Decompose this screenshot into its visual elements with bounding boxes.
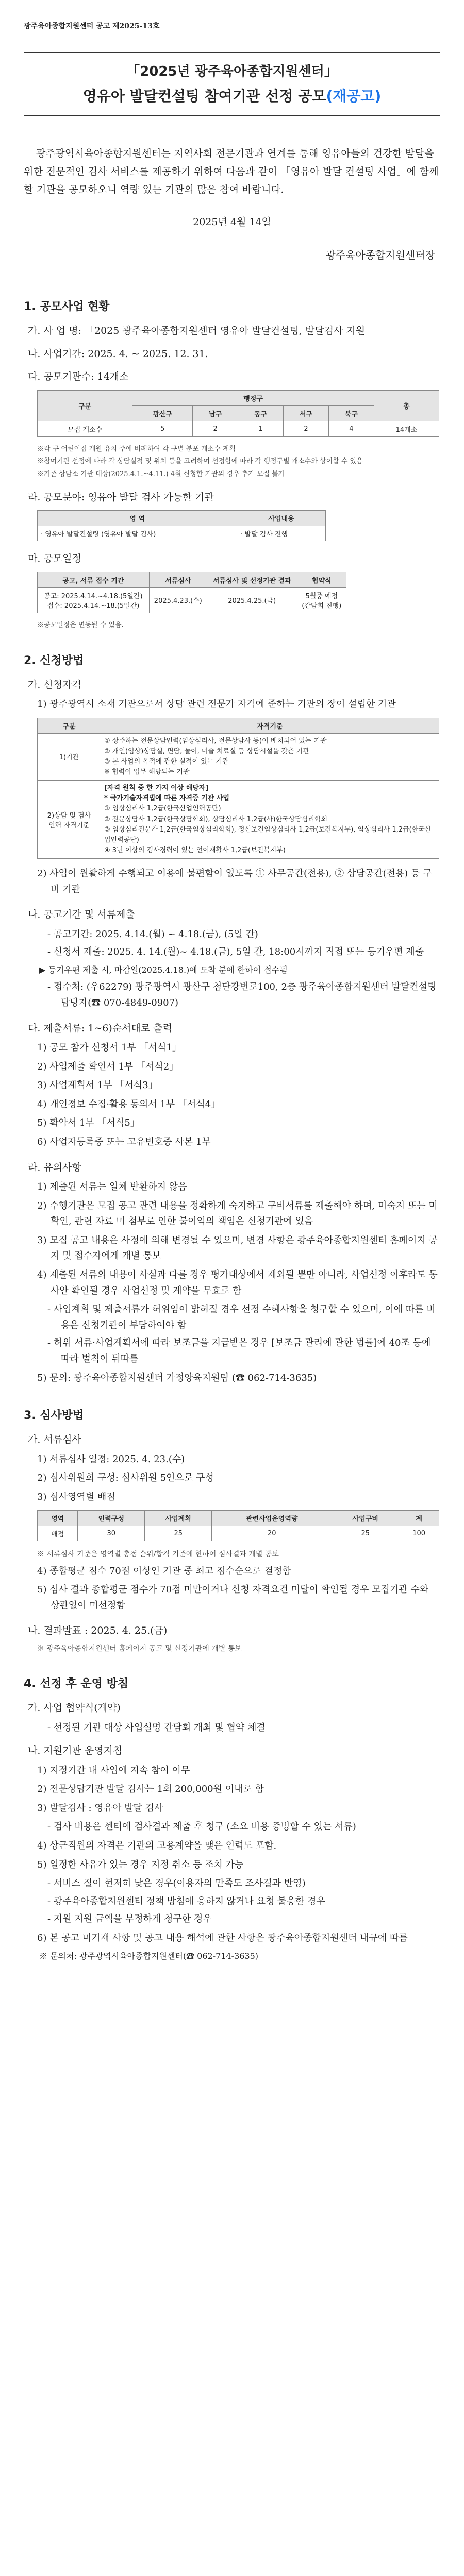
s3-ga-5: 5) 심사 결과 종합평균 점수가 70점 미만이거나 신청 자격요건 미달이 확인될 경우 모집기관 수와 상관없이 미선정함 [37,1584,429,1611]
th-content: 사업내용 [237,511,326,526]
s3-ga-2: 2) 심사위원회 구성: 심사위원 5인으로 구성 [37,1472,214,1484]
th-col: 동구 [238,405,284,421]
result-note: ※ 광주육아종합지원센터 홈페이지 공고 및 선정기관에 개별 통보 [37,1644,242,1653]
th-gubun: 구분 [38,718,101,733]
area-table [37,390,439,437]
notice-date: 2025년 4월 14일 [193,216,271,228]
cell-total: 14개소 [374,421,439,436]
th-col: 남구 [193,405,238,421]
cell: 1 [238,421,284,436]
th-field: 영 역 [38,511,237,526]
s2-item-na: 나. 공고기간 및 서류제출 [28,909,135,921]
criteria-line: ① 임상심리사 1,2급(한국산업인력공단) [104,805,221,813]
doc-item: 1) 공모 참가 신청서 1부 「서식1」 [37,1042,181,1054]
re-notice-tag: (재공고) [326,88,382,105]
section-4-heading: 4. 선정 후 운영 방침 [24,1677,129,1691]
area-note: ※참여기관 선정에 따라 각 상담실적 및 위치 등을 고려하여 선정함에 따라 각 행정구별 개소수와 상이할 수 있음 [37,457,363,466]
s3-ga-1: 1) 서류심사 일정: 2025. 4. 23.(수) [37,1453,185,1465]
caution-item: 2) 수행기관은 모집 공고 관련 내용을 정확하게 숙지하고 구비서류를 제출해야 하며, 미숙지 또는 미확인, 관련 자료 미 첨부로 인한 불이익의 책임은 신청기관에 있음 [37,1200,438,1227]
guideline-sub: - 지원 지원 금액을 부정하게 청구한 경우 [47,1913,212,1925]
doc-item: 3) 사업계획서 1부 「서식3」 [37,1080,158,1091]
s2-na-2: - 신청서 제출: 2025. 4. 14.(월)~ 4.18.(금), 5일 간, 18:00시까지 직접 또는 등기우편 제출 [47,946,424,958]
s4-item-na: 나. 지원기관 운영지침 [28,1745,123,1757]
caution-item: 3) 모집 공고 내용은 사정에 의해 변경될 수 있으며, 변경 사항은 광주육아종합지원센터 홈페이지 공지 및 접수자에게 개별 통보 [37,1234,438,1262]
s1-item-ra: 라. 공모분야: 영유아 발달 검사 가능한 기관 [28,491,214,503]
caution-sub: - 사업계획 및 제출서류가 허위임이 밝혀질 경우 선정 수혜사항을 청구할 수 있으며, 이에 따른 비용은 신청기관이 부담하여야 함 [47,1304,436,1331]
criteria-cell [101,733,439,781]
guideline-sub: - 광주육아종합지원센터 정책 방침에 응하지 않거나 요청 불응한 경우 [47,1895,325,1907]
s3-item-ga: 가. 서류심사 [28,1434,81,1446]
s1-item-ma: 마. 공모일정 [28,553,81,565]
s2-na-3: - 접수처: (우62279) 광주광역시 광산구 첨단강변로100, 2층 광주육아종합지원센터 발달컨설팅 담당자(☎ 070-4849-0907) [47,981,437,1009]
th-score: 사업구비 [332,1511,399,1526]
guideline-sub: - 검사 비용은 센터에 검사결과 제출 후 청구 (소요 비용 증빙할 수 있는 서류) [47,1821,356,1833]
table-row [38,781,439,859]
s2-ga-2: 2) 사업이 원활하게 수행되고 이용에 불편함이 없도록 ① 사무공간(전용), ② 상담공간(전용) 등 구비 기관 [37,868,432,895]
cell: · 발달 검사 진행 [237,526,326,541]
th-score: 관련사업운영역량 [212,1511,332,1526]
table-row [38,733,439,781]
s4-item-ga: 가. 사업 협약식(계약) [28,1702,121,1714]
s1-item-na: 나. 사업기간: 2025. 4. ~ 2025. 12. 31. [28,348,208,360]
s4-ga-1: - 선정된 기관 대상 사업설명 간담회 개최 및 협약 체결 [47,1722,266,1733]
criteria-cell [101,781,439,859]
score-note: ※ 서류심사 기준은 영역별 총점 순위/합격 기준에 한하여 심사결과 개별 통보 [37,1550,279,1559]
s2-item-ra: 라. 유의사항 [28,1161,81,1173]
criteria-line: ④ 3년 이상의 검사경력이 있는 언어재활사 1,2급(보건복지부) [104,846,286,854]
th-sched: 공고, 서류 접수 기간 [38,572,150,587]
contact-note: ※ 문의처: 광주광역시육아종합지원센터(☎ 062-714-3635) [39,1951,259,1961]
row-label: 1)기관 [38,733,101,781]
section-2-heading: 2. 신청방법 [24,654,84,667]
th-col: 북구 [328,405,374,421]
caution-contact: 5) 문의: 광주육아종합지원센터 가정양육지원팀 (☎ 062-714-3635) [37,1372,317,1383]
criteria-line: ② 전문상담사 1,2급(한국상담학회), 상담심리사 1,2급(사)한국상담심리학회 [104,815,328,823]
doc-item: 4) 개인정보 수집·활용 동의서 1부 「서식4」 [37,1098,221,1110]
s2-item-da: 다. 제출서류: 1~6)순서대로 출력 [28,1022,172,1034]
cell: 25 [145,1526,212,1541]
criteria-line: ③ 본 사업의 목적에 관한 실적이 있는 기관 [104,757,229,766]
qualification-table [37,718,439,859]
th-score: 인력구성 [78,1511,145,1526]
criteria-line: ② 개인(임상)상담실, 면담, 놀이, 미술 치료실 등 상담시설을 갖춘 기관 [104,747,309,755]
criteria-head: [자격 원칙 중 한 가지 이상 해당자] [104,784,209,792]
criteria-line: ③ 임상심리전문가 1,2급(한국임상심리학회), 정신보건임상심리사 1,2급(보건복지부), 임상심리사 1,2급(한국산업인력공단) [104,825,432,844]
s2-na-warning: ▶ 등기우편 제출 시, 마감일(2025.4.18.)에 도착 분에 한하여 접수됨 [39,964,288,975]
th-criteria: 자격기준 [101,718,439,733]
th-sched: 협약식 [297,572,346,587]
cell: 공고: 2025.4.14.~4.18.(5일간) 접수: 2025.4.14.~18.(5일간) [38,587,150,613]
cell: 2025.4.23.(수) [149,587,207,613]
cell: 배점 [38,1526,78,1541]
caution-item: 1) 제출된 서류는 일체 반환하지 않음 [37,1181,187,1192]
th-sched: 서류심사 [149,572,207,587]
s1-item-da: 다. 공모기관수: 14개소 [28,371,129,383]
issuing-org: 광주육아종합지원센터장 [325,249,435,262]
section-3-heading: 3. 심사방법 [24,1409,84,1422]
th-score: 영역 [38,1511,78,1526]
cell: 100 [399,1526,439,1541]
cell: 30 [78,1526,145,1541]
s3-item-na: 나. 결과발표 : 2025. 4. 25.(금) [28,1625,168,1637]
cell: · 영유아 발달컨설팅 (영유아 발달 검사) [38,526,237,541]
cell: 20 [212,1526,332,1541]
doc-item: 2) 사업제출 확인서 1부 「서식2」 [37,1061,179,1072]
s2-na-1: - 공고기간: 2025. 4.14.(월) ~ 4.18.(금), (5일 간) [47,928,258,940]
th-col: 서구 [284,405,329,421]
th-total: 총 [374,390,439,421]
caution-item: 4) 제출된 서류의 내용이 사실과 다를 경우 평가대상에서 제외될 뿐만 아니라, 사업선정 이후라도 동 사안 확인될 경우 사업선정 및 계약을 무효로 함 [37,1269,438,1296]
guideline-item: 6) 본 공고 미기재 사항 및 공고 내용 해석에 관한 사항은 광주육아종합지원센터 내규에 따름 [37,1932,408,1943]
th-sched: 서류심사 및 선정기관 결과 [207,572,297,587]
cell: 5 [132,421,193,436]
cell: 2 [193,421,238,436]
area-note: ※기존 상담소 기관 대상(2025.4.1.~4.11.) 4월 신청한 기관의 경우 추가 모집 불가 [37,470,285,479]
title-main: 영유아 발달컨설팅 참여기관 선정 공모 [82,88,326,105]
s2-item-ga: 가. 신청자격 [28,679,81,690]
section-1-heading: 1. 공모사업 현황 [24,300,110,314]
s3-ga-3: 3) 심사영역별 배점 [37,1491,115,1502]
th-col: 광산구 [132,405,193,421]
guideline-item: 4) 상근직원의 자격은 기관의 고용계약을 맺은 인력도 포함. [37,1840,277,1851]
table-row [38,526,326,541]
s1-item-ga: 가. 사 업 명: 「2025 광주육아종합지원센터 영유아 발달컨설팅, 발달검사 지원 [28,325,366,337]
criteria-line: ① 상주하는 전문상담인력(임상심리사, 전문상담사 등)이 배치되어 있는 기관 [104,737,327,745]
title-line-1: 「2025년 광주육아종합지원센터」 [126,64,338,79]
guideline-item: 2) 전문상담기관 발달 검사는 1회 200,000원 이내로 함 [37,1784,264,1795]
guideline-item: 3) 발달검사 : 영유아 발달 검사 [37,1802,163,1814]
cell: 2 [284,421,329,436]
title-line-2 [24,85,440,106]
schedule-table [37,572,346,613]
caution-sub: - 허위 서류·사업계획서에 따라 보조금을 지급받은 경우 [보조금 관리에 관한 법률]에 40조 등에 따라 벌칙이 뒤따름 [47,1337,431,1364]
schedule-note: ※공모일정은 변동될 수 있음. [37,621,124,629]
table-row [38,421,439,436]
s3-ga-4: 4) 종합평균 점수 70점 이상인 기관 중 최고 점수순으로 결정함 [37,1565,291,1577]
guideline-sub: - 서비스 질이 현저히 낮은 경우(이용자의 만족도 조사결과 반영) [47,1878,306,1889]
title-box [24,52,440,116]
th-region: 행정구 [132,390,374,405]
th-gubun: 구분 [38,390,132,421]
notice-number: 광주육아종합지원센터 공고 제2025-13호 [24,22,160,30]
cell: 5월중 예정 (간담회 진행) [297,587,346,613]
s2-ga-1: 1) 광주광역시 소재 기관으로서 상담 관련 전문가 자격에 준하는 기관의 장이 설립한 기관 [37,698,396,709]
guideline-item: 5) 일정한 사유가 있는 경우 지정 취소 등 조치 가능 [37,1859,244,1870]
th-score: 계 [399,1511,439,1526]
area-note: ※각 구 어린이집 개원 유치 주에 비례하여 각 구별 분포 개소수 계획 [37,445,236,453]
intro-paragraph: 광주광역시육아종합지원센터는 지역사회 전문기관과 연계를 통해 영유아들의 건강한 발달을 위한 전문적인 검사 서비스를 제공하기 위하여 다음과 같이 「영유아 발달 컨설팅 사업」에 함께할 기관을 공모하오니 역량 있는 기관의 많은 참여 바랍니다. [24,148,439,196]
guideline-item: 1) 지정기간 내 사업에 지속 참여 이무 [37,1765,190,1776]
cell: 2025.4.25.(금) [207,587,297,613]
doc-item: 6) 사업자등록증 또는 고유번호증 사본 1부 [37,1137,211,1147]
table-row [38,1526,439,1541]
score-table [37,1510,439,1541]
th-score: 사업계획 [145,1511,212,1526]
table-row [38,587,346,613]
field-table [37,510,326,541]
cell: 25 [332,1526,399,1541]
criteria-line: ※ 협력이 업무 해당되는 기관 [104,768,190,776]
cell: 4 [328,421,374,436]
doc-item: 5) 확약서 1부 「서식5」 [37,1117,140,1129]
row-label: 2)상담 및 검사 인력 자격기준 [38,781,101,859]
row-label: 모집 개소수 [38,421,132,436]
criteria-line: * 국가기술자격법에 따른 자격증 기관 사업 [104,794,229,803]
